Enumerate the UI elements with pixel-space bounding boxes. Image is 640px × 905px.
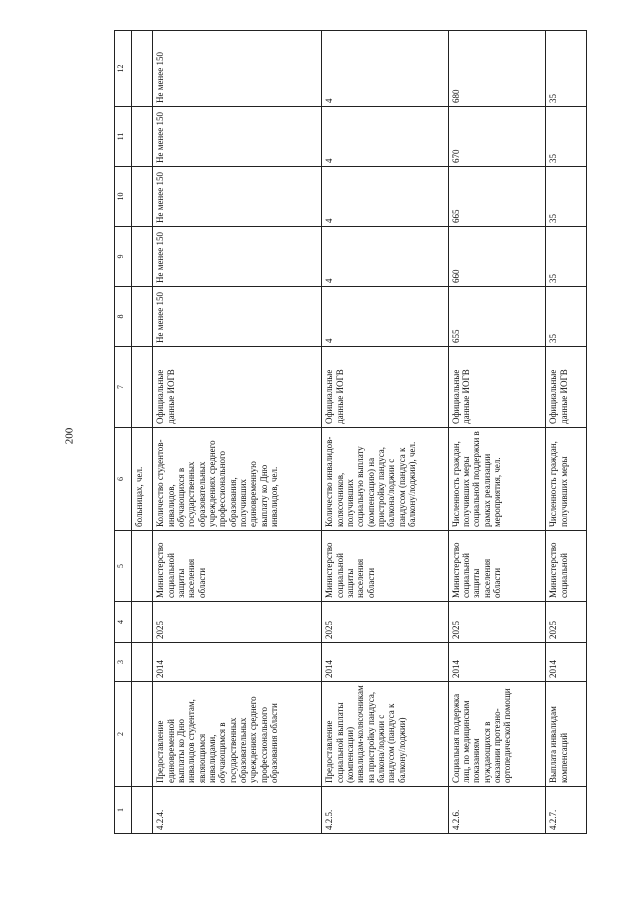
value-cell: Не менее 150 <box>153 107 322 167</box>
data-source: Официальные данные ИОГВ <box>322 347 448 428</box>
value-cell: 4 <box>322 227 448 287</box>
value-cell: 35 <box>546 31 587 107</box>
table-cell <box>132 602 153 643</box>
end-year: 2025 <box>448 602 546 643</box>
indicator-name: Численность граждан, получивших меры социальной поддержки в рамках реализации мероприятия, чел. <box>448 428 546 531</box>
data-source: Официальные данные ИОГВ <box>546 347 587 428</box>
column-number: 8 <box>115 287 132 347</box>
activity-name: Выплата инвалидам компенсаций <box>546 682 587 787</box>
value-cell: 680 <box>448 31 546 107</box>
end-year: 2025 <box>322 602 448 643</box>
table-cell <box>132 787 153 834</box>
program-table-rotated <box>114 52 587 834</box>
data-source: Официальные данные ИОГВ <box>448 347 546 428</box>
continuation-text: больницах, чел. <box>132 428 153 531</box>
column-number: 5 <box>115 531 132 602</box>
value-cell: 655 <box>448 287 546 347</box>
indicator-name: Количество инвалидов-колясочников, получивших социальную выплату (компенсацию) на пристройку пандуса, балкона/лоджии с пандусом (пандуса к балкону/лоджии), чел. <box>322 428 448 531</box>
row-number: 4.2.5. <box>322 787 448 834</box>
table-cell <box>132 643 153 682</box>
value-cell: Не менее 150 <box>153 31 322 107</box>
row-number: 4.2.6. <box>448 787 546 834</box>
continuation-row <box>132 31 153 834</box>
responsible-executor: Министерство социальной защиты населения области <box>322 531 448 602</box>
header-row <box>115 31 132 834</box>
value-cell: 4 <box>322 167 448 227</box>
indicator-name: Численность граждан, получивших меры <box>546 428 587 531</box>
activity-name: Социальная поддержка лиц, по медицинским показаниям нуждающихся в оказании протезно-ортопедической помощи <box>448 682 546 787</box>
table-cell <box>132 167 153 227</box>
value-cell: 670 <box>448 107 546 167</box>
table-cell <box>132 31 153 107</box>
value-cell: Не менее 150 <box>153 167 322 227</box>
row-number: 4.2.4. <box>153 787 322 834</box>
value-cell: Не менее 150 <box>153 227 322 287</box>
table-row <box>322 31 448 834</box>
responsible-executor: Министерство социальной защиты населения области <box>153 531 322 602</box>
value-cell: 35 <box>546 167 587 227</box>
value-cell: 4 <box>322 107 448 167</box>
column-number: 7 <box>115 347 132 428</box>
start-year: 2014 <box>153 643 322 682</box>
program-table <box>114 30 587 834</box>
start-year: 2014 <box>448 643 546 682</box>
table-row <box>448 31 546 834</box>
indicator-name: Количество студентов-инвалидов, обучающихся в государственных образовательных учреждениях среднего профессионального образования, получивших единовременную выплату ко Дню инвалидов, чел. <box>153 428 322 531</box>
column-number: 11 <box>115 107 132 167</box>
page-number: 200 <box>63 427 76 445</box>
value-cell: 35 <box>546 287 587 347</box>
table-cell <box>132 107 153 167</box>
end-year: 2025 <box>546 602 587 643</box>
value-cell: 4 <box>322 31 448 107</box>
value-cell: 4 <box>322 287 448 347</box>
row-number: 4.2.7. <box>546 787 587 834</box>
table-cell <box>132 347 153 428</box>
column-number: 10 <box>115 167 132 227</box>
column-number: 6 <box>115 428 132 531</box>
table-cell <box>132 682 153 787</box>
end-year: 2025 <box>153 602 322 643</box>
column-number: 4 <box>115 602 132 643</box>
activity-name: Предоставление социальной выплаты (компенсации) инвалидам-колясочникам на пристройку пандуса, балкона/лоджии с пандусом (пандуса к балкону/лоджии) <box>322 682 448 787</box>
column-number: 1 <box>115 787 132 834</box>
column-number: 2 <box>115 682 132 787</box>
table-cell <box>132 287 153 347</box>
start-year: 2014 <box>322 643 448 682</box>
value-cell: 35 <box>546 227 587 287</box>
column-number: 3 <box>115 643 132 682</box>
table-row <box>546 31 587 834</box>
table-cell <box>132 227 153 287</box>
table-row <box>153 31 322 834</box>
responsible-executor: Министерство социальной <box>546 531 587 602</box>
value-cell: 665 <box>448 167 546 227</box>
column-number: 12 <box>115 31 132 107</box>
column-number: 9 <box>115 227 132 287</box>
activity-name: Предоставление единовременной выплаты ко Дню инвалидов студентам, являющимся инвалидами, обучающимся в государственных образовательных учреждениях среднего профессионального образования области <box>153 682 322 787</box>
value-cell: 35 <box>546 107 587 167</box>
value-cell: 660 <box>448 227 546 287</box>
responsible-executor: Министерство социальной защиты населения области <box>448 531 546 602</box>
table-cell <box>132 531 153 602</box>
data-source: Официальные данные ИОГВ <box>153 347 322 428</box>
start-year: 2014 <box>546 643 587 682</box>
value-cell: Не менее 150 <box>153 287 322 347</box>
